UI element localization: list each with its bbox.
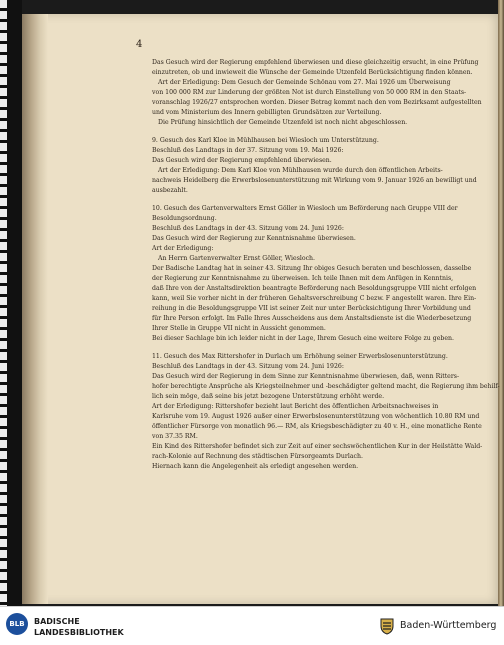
book-spine-shadow [22, 14, 48, 604]
text-line: lich sein möge, daß seine bis jetzt bezogene Unterstützung erhöht werde. [152, 393, 385, 400]
section-heading: 10. Gesuch des Gartenverwalters Ernst Göller in Wiesloch um Beförderung nach Gruppe VIII der [152, 205, 458, 212]
page-number: 4 [136, 39, 143, 50]
footer-bar [0, 606, 504, 645]
text-line: Art der Erledigung: Rittershofer bezieht laut Bericht des öffentlichen Arbeitsnachweises in [152, 403, 439, 410]
text-line: für Ihre Person erfolgt. Im Falle Ihres Ausscheidens aus dem Anstaltsdienste ist die Wiederbesetzung [152, 315, 472, 322]
text-line: einzutreten, ob und inwieweit die Wünsche der Gemeinde Utzenfeld Berücksichtigung finden können. [152, 69, 473, 76]
text-line: Ihrer Stelle in Gruppe VII nicht in Aussicht genommen. [152, 325, 326, 332]
text-line: Art der Erledigung: [152, 245, 214, 252]
text-line: und vom Ministerium des Innern gebilligten Grundsätzen zur Verteilung. [152, 109, 382, 116]
text-line: ausbezahlt. [152, 187, 188, 194]
text-line: Das Gesuch wird der Regierung empfehlend überwiesen. [152, 157, 332, 164]
text-line: Hiernach kann die Angelegenheit als erledigt angesehen werden. [152, 463, 359, 470]
page-text [152, 58, 502, 472]
text-line: öffentlicher Fürsorge von monatlich 96.— RM, als Kriegsbeschädigter zu 40 v. H., eine monatliche Rente [152, 423, 482, 430]
section-heading: 11. Gesuch des Max Rittershofer in Durlach um Erhöhung seiner Erwerbslosenunterstützung. [152, 353, 448, 360]
text-line: Art der Erledigung: Dem Gesuch der Gemeinde Schönau vom 27. Mai 1926 um Überweisung [158, 79, 451, 86]
library-name-line2: LANDESBIBLIOTHEK [34, 628, 124, 637]
text-line: reihung in die Besoldungsgruppe VII ist seiner Zeit nur unter Berücksichtigung Ihrer Vorbildung und [152, 305, 471, 312]
text-line: Die Prüfung hinsichtlich der Gemeinde Utzenfeld ist noch nicht abgeschlossen. [158, 119, 408, 126]
state-name[interactable]: Baden-Württemberg [400, 620, 497, 631]
text-line: der Regierung zur Kenntnisnahme zu überweisen. Ich teile Ihnen mit dem Anfügen in Kenntnis, [152, 275, 454, 282]
text-line: daß Ihre von der Anstaltsdirektion beantragte Beförderung nach Besoldungsgruppe VIII nicht erfolgen [152, 285, 477, 292]
text-line: von 37.35 RM. [152, 433, 198, 440]
text-line: Der Badische Landtag hat in seiner 43. Sitzung Ihr obiges Gesuch beraten und beschlossen, dasselbe [152, 265, 472, 272]
state-crest-icon [378, 617, 396, 635]
text-line: Das Gesuch wird der Regierung zur Kenntnisnahme überwiesen. [152, 235, 356, 242]
blb-logo[interactable]: BLB [6, 613, 28, 635]
text-line: hofer berechtigte Ansprüche als Kriegsteilnehmer und -beschädigter geltend macht, die Regierung ihm behilf- [152, 383, 500, 390]
text-line: Art der Erledigung: Dem Karl Kloe von Mühlhausen wurde durch den öffentlichen Arbeits- [158, 167, 443, 174]
text-line: Beschluß des Landtags in der 43. Sitzung vom 24. Juni 1926: [152, 225, 344, 232]
text-line: nachweis Heidelberg die Erwerbslosenunterstützung mit Wirkung vom 9. Januar 1926 an bewilligt und [152, 177, 477, 184]
text-line: von 100 000 RM zur Linderung der größten Not ist durch Einstellung von 50 000 RM in den Staats- [152, 89, 467, 96]
text-line: voranschlag 1926/27 entsprochen worden. Dieser Betrag kommt nach den vom Bezirksamt aufgestellten [152, 99, 482, 106]
text-line: Beschluß des Landtags in der 37. Sitzung vom 19. Mai 1926: [152, 147, 344, 154]
text-line: Besoldungsordnung. [152, 215, 217, 222]
library-name[interactable] [34, 616, 124, 638]
text-line: Beschluß des Landtags in der 43. Sitzung vom 24. Juni 1926: [152, 363, 344, 370]
text-line: rach-Kolonie auf Rechnung des städtischen Fürsorgeamts Durlach. [152, 453, 363, 460]
section-heading: 9. Gesuch des Karl Kloe in Mühlhausen bei Wiesloch um Unterstützung. [152, 137, 379, 144]
text-line: Das Gesuch wird der Regierung in dem Sinne zur Kenntnisnahme überwiesen, daß, wenn Ritters- [152, 373, 460, 380]
text-line: Ein Kind des Rittershofer befindet sich zur Zeit auf einer sechswöchentlichen Kur in der Heilstätte Wald- [152, 443, 483, 450]
text-line: Bei dieser Sachlage bin ich leider nicht in der Lage, Ihrem Gesuch eine weitere Folge zu geben. [152, 335, 454, 342]
text-line: Das Gesuch wird der Regierung empfehlend überwiesen und diese gleichzeitig ersucht, in eine Prüfung [152, 59, 479, 66]
text-line: kann, weil Sie vorher nicht in der früheren Gehaltsverschreibung C bezw. F angestellt waren. Ihre Ein- [152, 295, 477, 302]
text-line: Karlsruhe vom 19. August 1926 außer einer Erwerbslosenunterstützung von wöchentlich 10.80 RM und [152, 413, 480, 420]
library-name-line1: BADISCHE [34, 617, 80, 626]
scan-color-ruler [0, 0, 7, 606]
text-line: An Herrn Gartenverwalter Ernst Göller, Wiesloch. [158, 255, 315, 262]
